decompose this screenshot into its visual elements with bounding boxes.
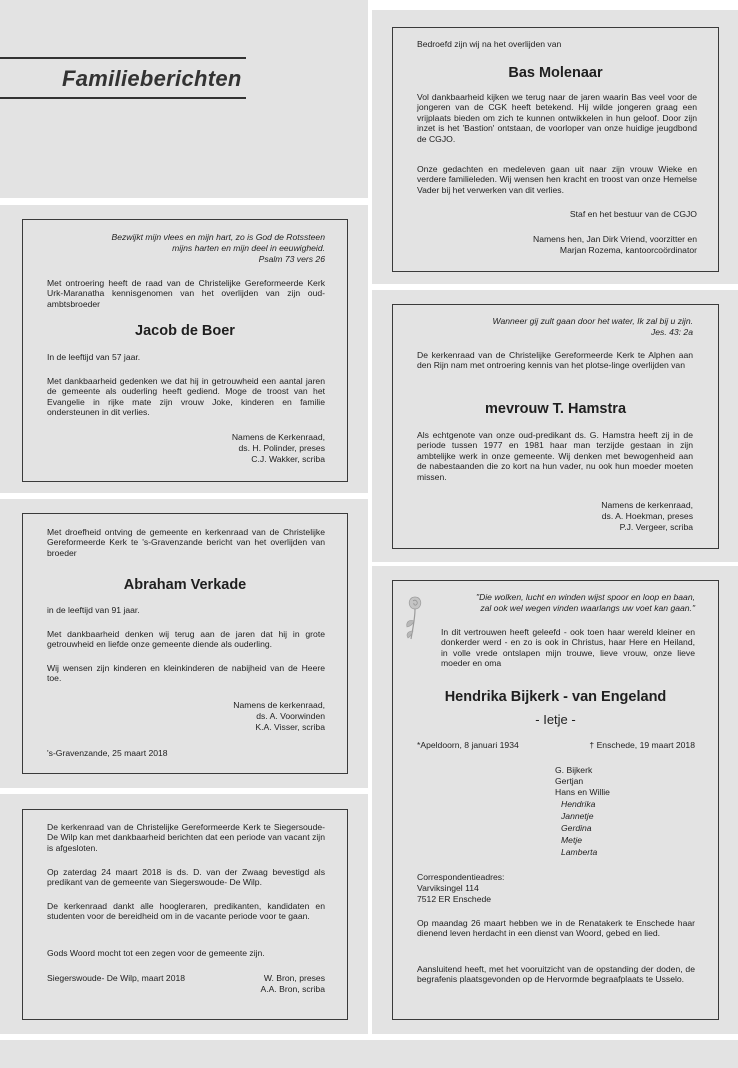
jacob-paragraph-2: Met dankbaarheid gedenken we dat hij in getrouwheid een aantal jaren de gemeente als ouderling heeft gediend. Moge de troost van het Evangelie in rijke mate zijn vrouw Joke, kinderen en familie ondersteunen in dit verlies. — [47, 376, 325, 418]
hendrika-paragraph-3: Aansluitend heeft, met het vooruitzicht van de opstanding der doden, de begrafenis plaatsgevonden op de Hervormde begraafplaats te Usselo. — [417, 964, 695, 985]
abraham-paragraph-1: Met droefheid ontving de gemeente en kerkenraad van de Christelijke Gereformeerde Kerk te 's-Gravenzande bericht van het overlijden van broeder — [47, 527, 325, 558]
bas-signature-2: Marjan Rozema, kantoorcoördinator — [559, 245, 697, 255]
bas-intro: Bedroefd zijn wij na het overlijden van — [417, 39, 562, 49]
notice-bas-molenaar — [392, 27, 719, 272]
hendrika-grandchild-5: Lamberta — [561, 847, 598, 857]
siegerswoude-paragraph-1: De kerkenraad van de Christelijke Gereformeerde Kerk te Siegersoude-De Wilp kan met dankbaarheid berichten dat een periode van vacant zijn is afgesloten. — [47, 822, 325, 853]
notice-jacob-de-boer — [22, 219, 348, 482]
hamstra-signature-3: P.J. Vergeer, scriba — [619, 522, 693, 532]
jacob-name: Jacob de Boer — [135, 323, 235, 339]
notice-hendrika-bijkerk — [392, 580, 719, 1020]
rose-icon — [403, 593, 429, 641]
notice-siegerswoude — [22, 809, 348, 1020]
notice-abraham-verkade — [22, 513, 348, 774]
jacob-verse-1: Bezwijkt mijn vlees en mijn hart, zo is God de Rotssteen — [111, 232, 325, 242]
hendrika-family-3: Hans en Willie — [555, 787, 610, 797]
hendrika-grandchild-1: Hendrika — [561, 799, 596, 809]
hendrika-paragraph-2: Op maandag 26 maart hebben we in de Renatakerk te Enschede haar dienend leven herdacht in een dienst van Woord, gebed en lied. — [417, 918, 695, 939]
hamstra-signature-2: ds. A. Hoekman, preses — [601, 511, 693, 521]
hendrika-correspondence-label: Correspondentieadres: — [417, 872, 505, 882]
hendrika-family-2: Gertjan — [555, 776, 584, 786]
abraham-signature-2: ds. A. Voorwinden — [256, 711, 325, 721]
bas-paragraph-1: Vol dankbaarheid kijken we terug naar de jaren waarin Bas veel voor de jongeren van de CGK heeft betekend. Hij wilde jongeren graag een vrijplaats bieden om zich te kunnen ontwikkelen in hun geloof. Door zijn inzet is het 'Bastion' ontstaan, de voorloper van onze huidige jeugdbond de CGJO. — [417, 92, 697, 144]
siegerswoude-paragraph-3: De kerkenraad dankt alle hoogleraren, predikanten, kandidaten en studenten voor de bereidheid om in de vacante periode voor te gaan. — [47, 901, 325, 922]
hendrika-nickname: - Ietje - — [535, 712, 576, 727]
page-title: Familieberichten — [62, 66, 242, 91]
hendrika-grandchild-2: Jannetje — [561, 811, 594, 821]
abraham-signature-1: Namens de kerkenraad, — [233, 700, 325, 710]
hendrika-verse-1: "Die wolken, lucht en winden wijst spoor en loop en baan, — [476, 592, 695, 602]
abraham-signature-3: K.A. Visser, scriba — [255, 722, 325, 732]
jacob-signature-1: Namens de Kerkenraad, — [231, 432, 325, 442]
abraham-paragraph-3: Wij wensen zijn kinderen en kleinkinderen de nabijheid van de Heere toe. — [47, 663, 325, 684]
hendrika-paragraph-1: In dit vertrouwen heeft geleefd - ook toen haar wereld kleiner en donkerder werd - en zo is ook in Christus, haar Here en Heiland, in volle vrede ontslapen mijn trouwe, lieve vrouw, onze lieve moeder en oma — [441, 627, 695, 669]
panel-footer — [0, 1040, 738, 1068]
hendrika-verse-2: zal ook wel wegen vinden waarlangs uw voet kan gaan." — [480, 603, 695, 613]
hendrika-family-1: G. Bijkerk — [555, 765, 593, 775]
hamstra-verse-reference: Jes. 43: 2a — [650, 327, 693, 337]
hendrika-correspondence-city: 7512 ER Enschede — [417, 894, 492, 904]
jacob-signature-3: C.J. Wakker, scriba — [251, 454, 325, 464]
hamstra-paragraph-1: De kerkenraad van de Christelijke Gereformeerde Kerk te Alphen aan den Rijn nam met ontroering kennis van het plotse-linge overlijden van — [417, 350, 693, 371]
hamstra-paragraph-2: Als echtgenote van onze oud-predikant ds. G. Hamstra heeft zij in de periode tussen 1977 en 1981 haar man terzijde gestaan in zijn ambtelijke werk in onze gemeente. Wij denken met bewogenheid aan de nabestaanden die zo kort na hun vader, nu ook hun moeder moeten missen. — [417, 430, 693, 482]
panel-title — [0, 0, 368, 198]
bas-signature-1: Namens hen, Jan Dirk Vriend, voorzitter en — [533, 234, 697, 244]
hendrika-grandchild-4: Metje — [561, 835, 583, 845]
siegerswoude-paragraph-4: Gods Woord mocht tot een zegen voor de gemeente zijn. — [47, 948, 265, 958]
hamstra-name: mevrouw T. Hamstra — [484, 401, 627, 417]
jacob-verse-reference: Psalm 73 vers 26 — [258, 254, 325, 264]
jacob-verse-2: mijns harten en mijn deel in eeuwigheid. — [172, 243, 325, 253]
siegerswoude-signature-1: W. Bron, preses — [263, 973, 325, 983]
hamstra-verse: Wanneer gij zult gaan door het water, Ik zal bij u zijn. — [492, 316, 693, 326]
hendrika-name: Hendrika Bijkerk - van Engeland — [444, 689, 667, 705]
abraham-name: Abraham Verkade — [123, 577, 247, 593]
bas-staff: Staf en het bestuur van de CGJO — [569, 209, 697, 219]
title-rule-top — [0, 57, 246, 59]
jacob-paragraph-1: Met ontroering heeft de raad van de Christelijke Gereformeerde Kerk Urk-Maranatha kennisgenomen van het overlijden van zijn oud-ambtsbroeder — [47, 278, 325, 309]
hendrika-died: † Enschede, 19 maart 2018 — [589, 740, 695, 750]
hendrika-correspondence-street: Varviksingel 114 — [417, 883, 479, 893]
jacob-signature-2: ds. H. Polinder, preses — [238, 443, 325, 453]
title-rule-bottom — [0, 97, 246, 99]
abraham-age: in de leeftijd van 91 jaar. — [47, 605, 140, 615]
siegerswoude-place-date: Siegerswoude- De Wilp, maart 2018 — [47, 973, 186, 983]
siegerswoude-signature-2: A.A. Bron, scriba — [260, 984, 325, 994]
bas-paragraph-2: Onze gedachten en medeleven gaan uit naar zijn vrouw Wieke en verdere familieleden. Wij wensen hen kracht en troost van onze Hemelse Vader bij het verwerken van dit verlies. — [417, 164, 697, 195]
hendrika-grandchild-3: Gerdina — [561, 823, 592, 833]
hendrika-born: *Apeldoorn, 8 januari 1934 — [417, 740, 519, 750]
notice-hamstra — [392, 304, 719, 549]
abraham-place-date: 's-Gravenzande, 25 maart 2018 — [47, 748, 168, 758]
hamstra-signature-1: Namens de kerkenraad, — [601, 500, 693, 510]
bas-name: Bas Molenaar — [508, 65, 603, 81]
abraham-paragraph-2: Met dankbaarheid denken wij terug aan de jaren dat hij in grote getrouwheid en liefde onze gemeente diende als ouderling. — [47, 629, 325, 650]
jacob-age: In de leeftijd van 57 jaar. — [47, 352, 141, 362]
siegerswoude-paragraph-2: Op zaterdag 24 maart 2018 is ds. D. van der Zwaag bevestigd als predikant van de gemeente van Siegerswoude- De Wilp. — [47, 867, 325, 888]
